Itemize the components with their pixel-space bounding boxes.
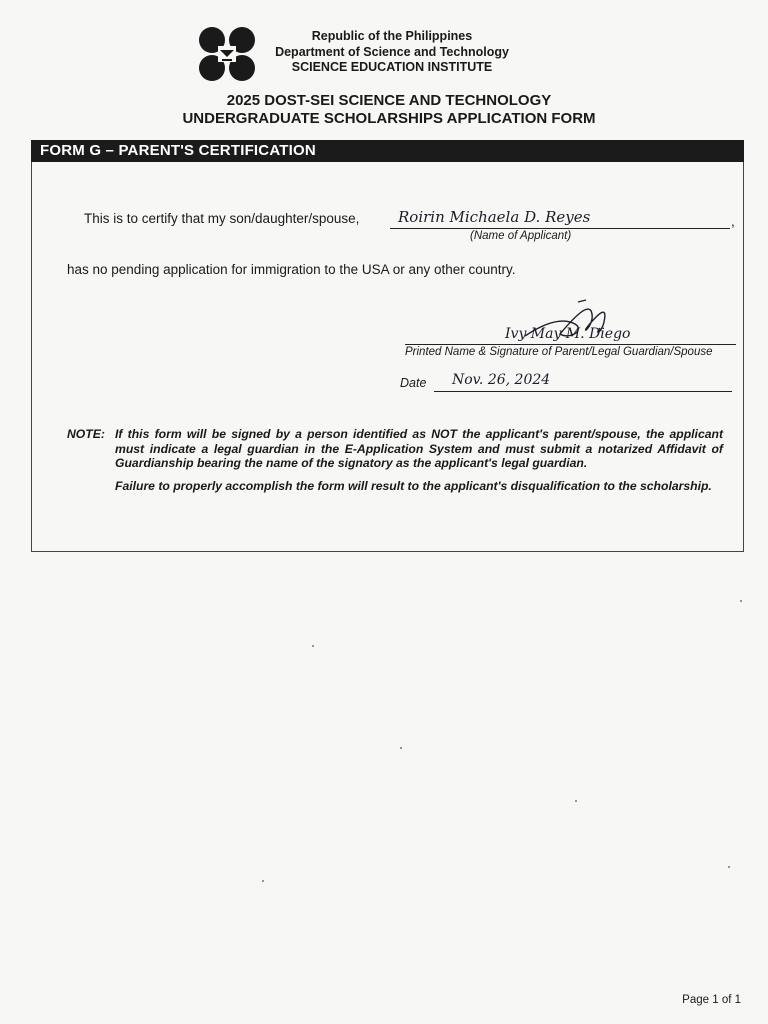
signature-line [405,344,736,345]
note-paragraph-2: Failure to properly accomplish the form will result to the applicant's disqualification to the scholarship. [115,478,712,493]
note-label: NOTE: [67,427,105,441]
comma: , [731,214,735,229]
agency-header [262,29,522,76]
immigration-statement: has no pending application for immigration to the USA or any other country. [67,262,516,277]
date-label: Date [400,376,427,390]
form-title-line-2: UNDERGRADUATE SCHOLARSHIPS APPLICATION FORM [182,110,596,127]
applicant-caption: (Name of Applicant) [470,230,572,242]
signatory-caption: Printed Name & Signature of Parent/Legal Guardian/Spouse [405,346,713,358]
agency-line-1: Republic of the Philippines [311,29,473,43]
agency-line-3: SCIENCE EDUCATION INSTITUTE [291,60,493,74]
date-handwritten: Nov. 26, 2024 [452,372,551,388]
form-banner: FORM G – PARENT'S CERTIFICATION [31,140,744,162]
agency-line-2: Department of Science and Technology [275,44,509,59]
date-line [434,391,732,392]
signatory-name-handwritten: Ivy May M. Diego [505,326,631,342]
certify-prefix: This is to certify that my son/daughter/spouse, [84,211,360,226]
note-block [67,427,723,501]
page-number: Page 1 of 1 [682,994,741,1006]
form-title-line-1: 2025 DOST-SEI SCIENCE AND TECHNOLOGY [226,92,552,109]
applicant-name-handwritten: Roirin Michaela D. Reyes [398,208,591,226]
applicant-name-line [390,228,730,229]
form-title [100,92,678,128]
dost-logo [198,26,256,82]
note-paragraph-1: If this form will be signed by a person identified as NOT the applicant's parent/spouse, the applicant must indicate a legal guardian in the E-Application System and must submit a notarized Affidavit of Guardianship bearing the name of the signatory as the applicant's legal guardian. [115,427,723,470]
